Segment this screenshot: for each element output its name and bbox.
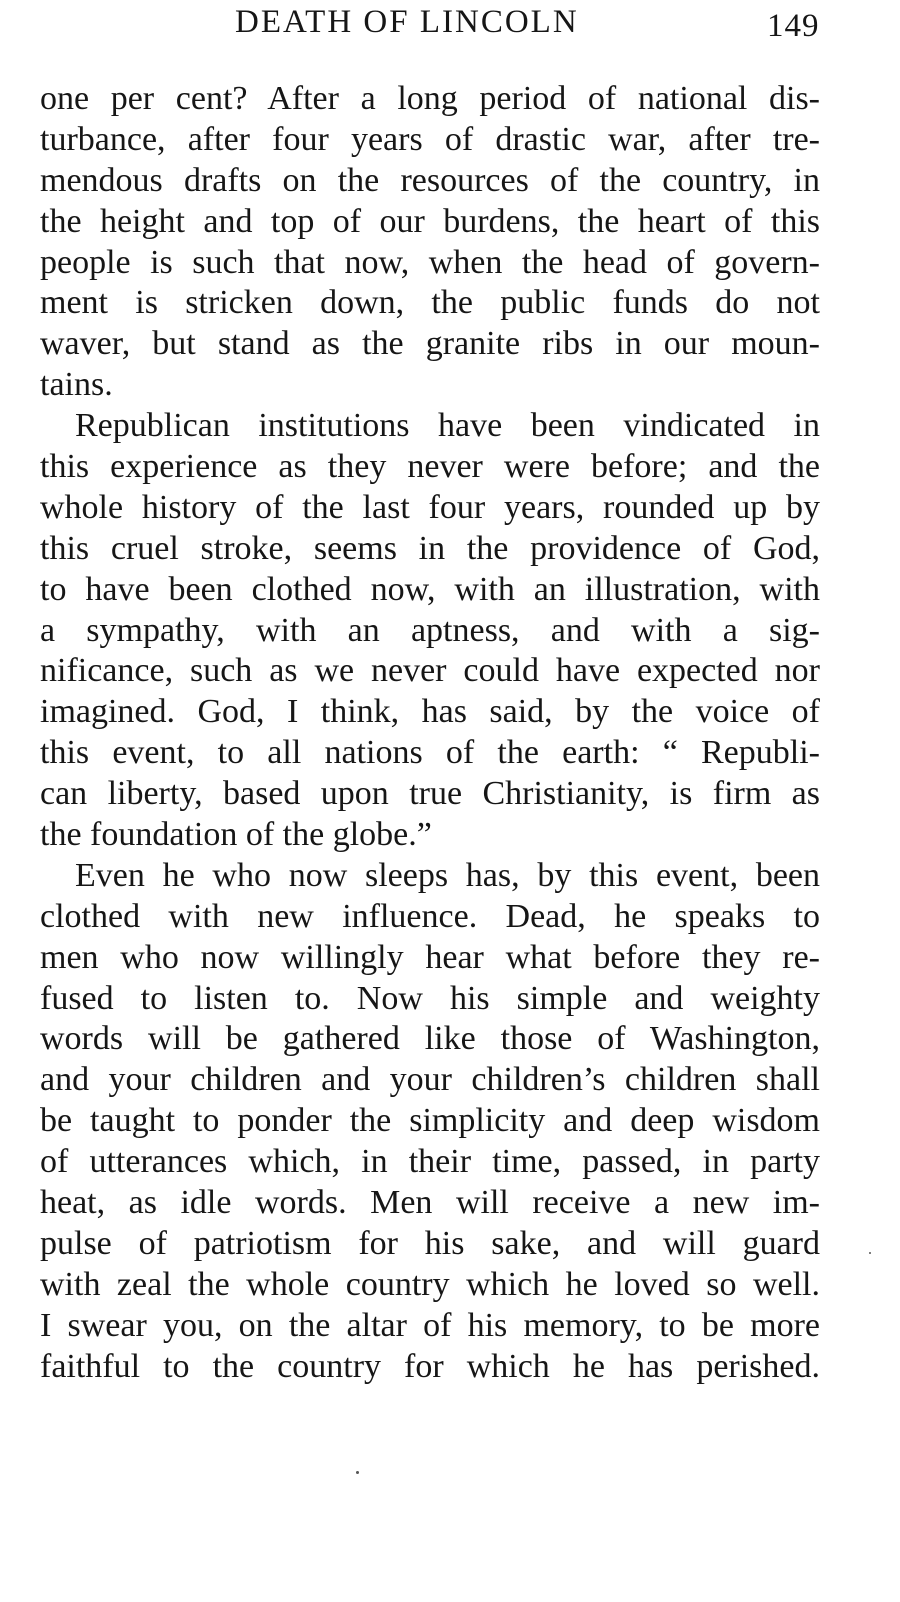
text-line: whole history of the last four years, rounded up by bbox=[40, 488, 820, 526]
running-title: DEATH OF LINCOLN bbox=[235, 4, 579, 40]
text-line: Republican institutions have been vindicated in bbox=[75, 407, 820, 445]
text-line: Even he who now sleeps has, by this event, been bbox=[75, 856, 820, 894]
text-line: imagined. God, I think, has said, by the voice of bbox=[40, 693, 820, 731]
text-line: the foundation of the globe.” bbox=[40, 816, 432, 854]
text-line: ment is stricken down, the public funds do not bbox=[40, 284, 820, 322]
text-line: people is such that now, when the head of govern- bbox=[40, 243, 820, 281]
text-line: faithful to the country for which he has perished. bbox=[40, 1347, 820, 1385]
text-line: words will be gathered like those of Washington, bbox=[40, 1020, 820, 1058]
running-head bbox=[0, 0, 900, 48]
text-line: tains. bbox=[40, 366, 113, 404]
text-line: nificance, such as we never could have expected nor bbox=[40, 652, 820, 690]
body-text bbox=[40, 79, 820, 1388]
text-line: mendous drafts on the resources of the country, in bbox=[40, 161, 820, 199]
paragraph-1 bbox=[40, 79, 820, 406]
paragraph-2 bbox=[40, 406, 820, 856]
text-line: of utterances which, in their time, passed, in party bbox=[40, 1143, 820, 1181]
text-line: this cruel stroke, seems in the providence of God, bbox=[40, 529, 820, 567]
text-line: I swear you, on the altar of his memory, to be more bbox=[40, 1306, 820, 1344]
text-line: fused to listen to. Now his simple and weighty bbox=[40, 979, 820, 1017]
text-line: and your children and your children’s children shall bbox=[40, 1061, 820, 1099]
text-line: clothed with new influence. Dead, he speaks to bbox=[40, 897, 820, 935]
text-line: waver, but stand as the granite ribs in our moun- bbox=[40, 325, 820, 363]
text-line: the height and top of our burdens, the heart of this bbox=[40, 202, 820, 240]
text-line: this experience as they never were before; and the bbox=[40, 448, 820, 486]
text-line: men who now willingly hear what before they re- bbox=[40, 938, 820, 976]
text-line: be taught to ponder the simplicity and deep wisdom bbox=[40, 1102, 820, 1140]
text-line: to have been clothed now, with an illustration, with bbox=[40, 570, 820, 608]
paragraph-3 bbox=[40, 856, 820, 1388]
text-line: turbance, after four years of drastic war, after tre- bbox=[40, 120, 820, 158]
text-line: one per cent? After a long period of national dis- bbox=[40, 80, 820, 117]
text-line: this event, to all nations of the earth: “ Republi- bbox=[40, 734, 820, 772]
page-number: 149 bbox=[767, 8, 820, 44]
print-speck bbox=[356, 1471, 359, 1474]
text-line: pulse of patriotism for his sake, and will guard bbox=[40, 1224, 820, 1262]
text-line: with zeal the whole country which he loved so well. bbox=[40, 1265, 820, 1303]
text-line: a sympathy, with an aptness, and with a sig- bbox=[40, 611, 820, 649]
text-line: can liberty, based upon true Christianity, is firm as bbox=[40, 775, 820, 813]
text-line: heat, as idle words. Men will receive a new im- bbox=[40, 1184, 820, 1222]
print-speck bbox=[869, 1252, 871, 1254]
